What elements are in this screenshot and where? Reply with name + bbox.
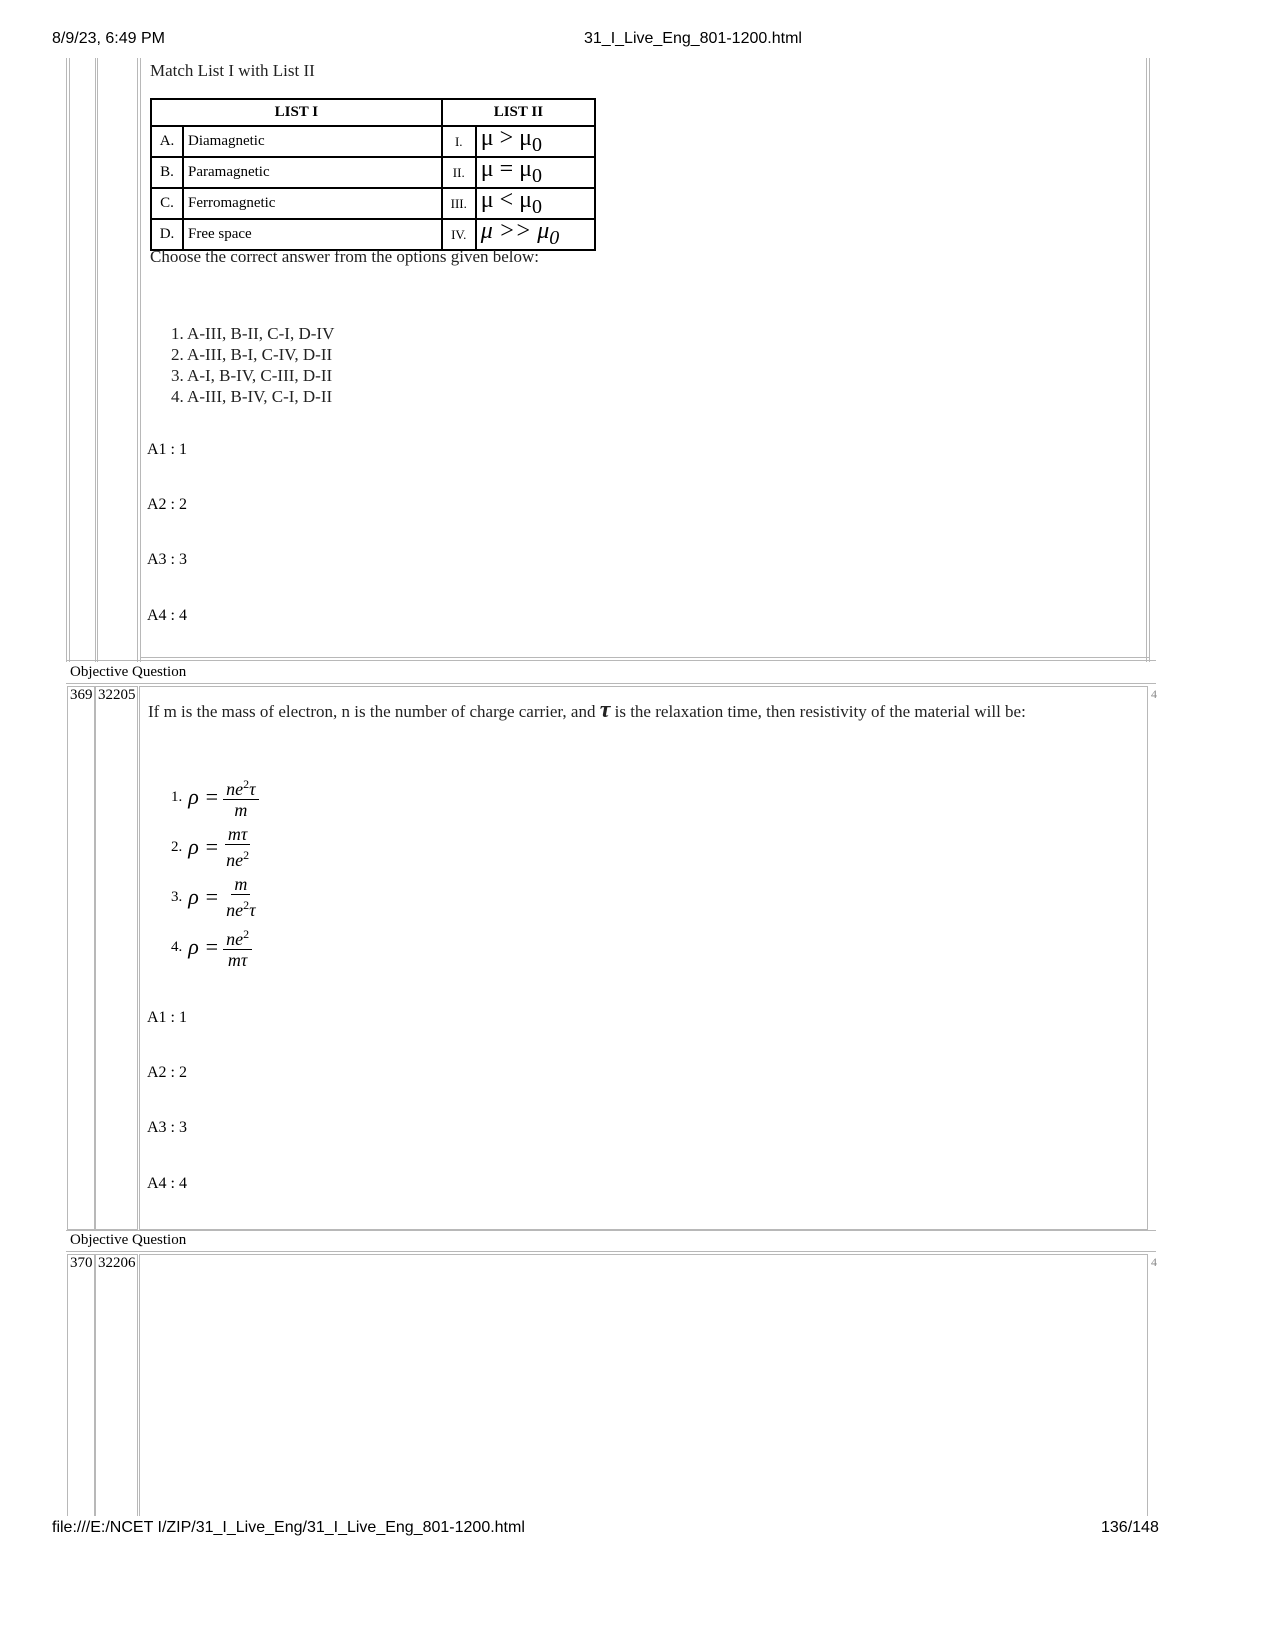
match-table [150, 98, 596, 251]
table-border [137, 58, 138, 662]
table-border [66, 1230, 1156, 1231]
answer-option: A2 : 2 [147, 496, 187, 513]
row-roman: IV. [442, 219, 476, 250]
formula-option: 4. ρ = $\frac{ne^2}{m\tau}$ [171, 922, 371, 972]
table-border [97, 58, 98, 662]
formula-option: 3. ρ = $\frac{m}{ne^2\tau}$ [171, 874, 256, 920]
list2-header: LIST II [442, 99, 595, 126]
row-letter: A. [151, 126, 183, 157]
question-text: If m is the mass of electron, n is the number of charge carrier, and τ is the relaxation time, then resistivity of the material will be: [148, 697, 1026, 723]
serial-cell [67, 1254, 95, 1516]
formula-options [171, 772, 371, 972]
option-item: 2. A-III, B-I, C-IV, D-II [171, 345, 333, 364]
row-item: Paramagnetic [183, 157, 442, 188]
table-border [66, 1251, 1156, 1252]
row-roman: I. [442, 126, 476, 157]
table-border [66, 660, 1156, 661]
answer-option: A3 : 3 [147, 551, 187, 568]
option-item: 3. A-I, B-IV, C-III, D-II [171, 366, 333, 385]
table-border [140, 657, 1150, 658]
marks-indicator: 4 [1151, 1255, 1157, 1269]
formula-option: 2. ρ = $\frac{m\tau}{ne^2}$ [171, 824, 250, 870]
question-type-label: Objective Question [70, 664, 187, 680]
list1-header: LIST I [151, 99, 442, 126]
row-roman: III. [442, 188, 476, 219]
question-id: 32205 [98, 687, 136, 703]
table-border [1146, 58, 1147, 662]
row-mu: $\mu < \mu_0$ [476, 188, 595, 219]
table-row [151, 157, 595, 188]
answer-option: A1 : 1 [147, 1009, 187, 1026]
answer-option: A3 : 3 [147, 1119, 187, 1136]
print-page-counter: 136/148 [1101, 1519, 1159, 1536]
option-item: 4. A-III, B-IV, C-I, D-II [171, 387, 333, 406]
question-cell [139, 1254, 1148, 1516]
table-border [95, 58, 96, 662]
row-roman: II. [442, 157, 476, 188]
table-border [66, 58, 67, 662]
question-instruction: Choose the correct answer from the options given below: [150, 247, 540, 266]
table-border [69, 58, 70, 662]
row-item: Free space [183, 219, 442, 250]
table-row [151, 188, 595, 219]
row-item: Ferromagnetic [183, 188, 442, 219]
print-datetime: 8/9/23, 6:49 PM [52, 30, 165, 47]
answer-option: A4 : 4 [147, 1175, 187, 1192]
qid-cell [95, 686, 138, 1230]
qid-cell [95, 1254, 138, 1516]
row-letter: D. [151, 219, 183, 250]
serial-number: 370 [70, 1255, 93, 1271]
table-border [1149, 58, 1150, 662]
question-type-label: Objective Question [70, 1232, 187, 1248]
table-row [151, 126, 595, 157]
table-border [140, 58, 141, 662]
formula-option: 1. ρ = $\frac{ne^2\tau}{m}$ [171, 772, 371, 822]
row-letter: B. [151, 157, 183, 188]
answer-option: A2 : 2 [147, 1064, 187, 1081]
table-row [151, 219, 595, 250]
marks-indicator: 4 [1151, 687, 1157, 701]
row-item: Diamagnetic [183, 126, 442, 157]
serial-cell [67, 686, 95, 1230]
answer-option: A4 : 4 [147, 607, 187, 624]
option-item: 1. A-III, B-II, C-I, D-IV [171, 324, 335, 343]
question-id: 32206 [98, 1255, 136, 1271]
row-mu: $\mu = \mu_0$ [476, 157, 595, 188]
table-border [66, 683, 1156, 684]
option-list [171, 323, 334, 407]
row-mu: $\mu >> \mu_0$ [476, 219, 595, 250]
print-file-path: file:///E:/NCET I/ZIP/31_I_Live_Eng/31_I_Live_Eng_801-1200.html [52, 1519, 525, 1536]
answer-option: A1 : 1 [147, 441, 187, 458]
row-mu: $\mu > \mu_0$ [476, 126, 595, 157]
print-doc-title: 31_I_Live_Eng_801-1200.html [584, 30, 802, 47]
serial-number: 369 [70, 687, 93, 703]
row-letter: C. [151, 188, 183, 219]
question-intro: Match List I with List II [150, 61, 315, 80]
